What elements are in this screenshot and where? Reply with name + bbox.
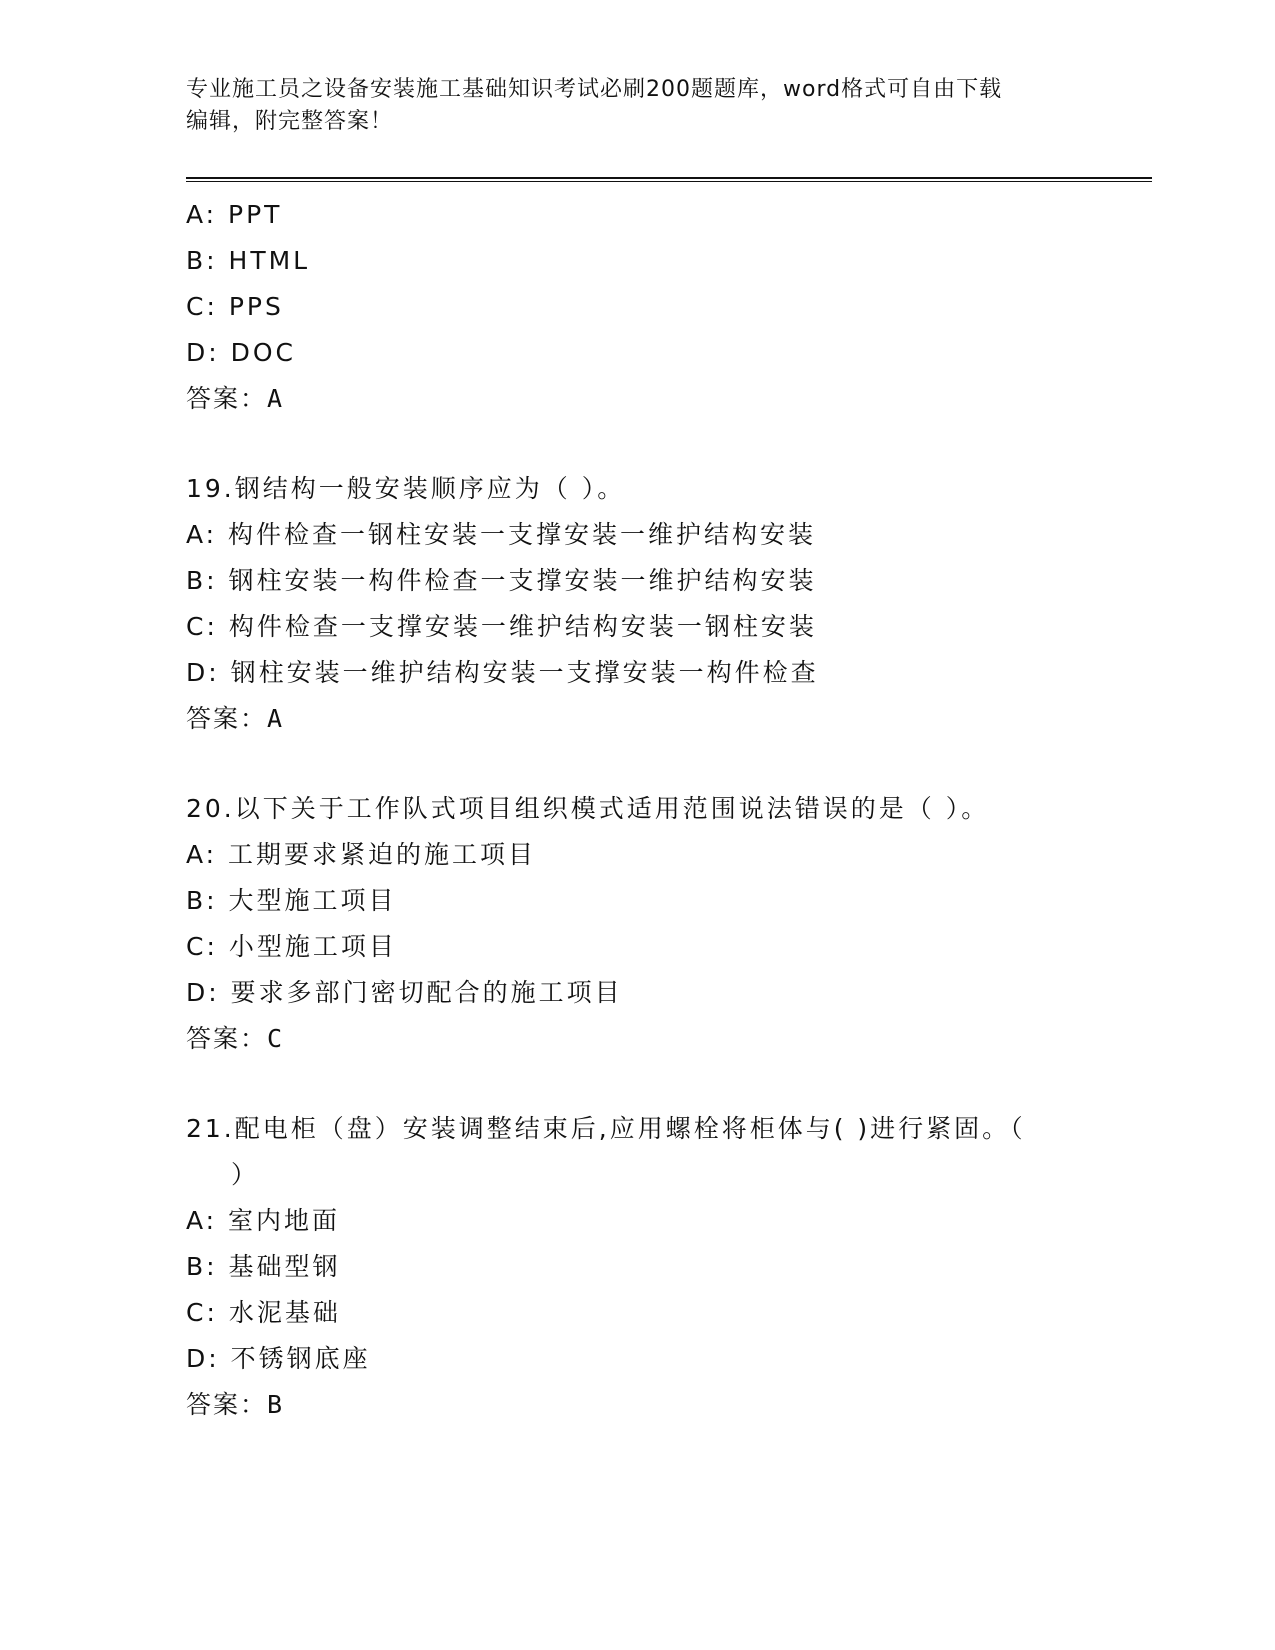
option-b: B: 钢柱安装一构件检查一支撑安装一维护结构安装 [186,566,817,595]
option-d: D: 钢柱安装一维护结构安装一支撑安装一构件检查 [186,658,819,687]
option-b: B: HTML [186,246,311,275]
answer-line [186,696,1146,742]
answer-label: 答案： [186,384,268,413]
question-text-continuation: ） [231,1160,260,1189]
answer-value: C [267,1024,285,1053]
option-d: D: DOC [186,338,297,367]
header-divider [186,177,1152,182]
option-c: C: 水泥基础 [186,1298,341,1327]
question-20 [186,786,1146,1062]
question-21 [186,1106,1146,1428]
option-b: B: 大型施工项目 [186,886,397,915]
header-title-line-1: 专业施工员之设备安装施工基础知识考试必刷200题题库，word格式可自由下载 [186,77,1003,102]
header-title-line-2: 编辑，附完整答案！ [186,109,394,134]
answer-line [186,1016,1146,1062]
option-a: A: 工期要求紧迫的施工项目 [186,840,537,869]
answer-value: B [267,1390,285,1419]
answer-value: A [267,704,285,733]
option-b: B: 基础型钢 [186,1252,341,1281]
option-c: C: 构件检查一支撑安装一维护结构安装一钢柱安装 [186,612,817,641]
question-text: 20.以下关于工作队式项目组织模式适用范围说法错误的是（ ）。 [186,794,990,823]
option-d: D: 不锈钢底座 [186,1344,371,1373]
question-19 [186,466,1146,742]
option-a: A: 室内地面 [186,1206,341,1235]
option-a: A: PPT [186,200,283,229]
answer-line [186,1382,1146,1428]
question-list [186,192,1146,1428]
question-18 [186,192,1146,422]
question-text: 19.钢结构一般安装顺序应为（ ）。 [186,474,626,503]
option-d: D: 要求多部门密切配合的施工项目 [186,978,623,1007]
option-c: C: 小型施工项目 [186,932,397,961]
option-a: A: 构件检查一钢柱安装一支撑安装一维护结构安装 [186,520,817,549]
answer-label: 答案： [186,704,268,733]
answer-line [186,376,1146,422]
document-header [186,74,1066,138]
answer-value: A [267,384,285,413]
answer-label: 答案： [186,1390,268,1419]
option-c: C: PPS [186,292,284,321]
question-text: 21.配电柜（盘）安装调整结束后,应用螺栓将柜体与( )进行紧固。（ [186,1114,1026,1143]
answer-label: 答案： [186,1024,268,1053]
